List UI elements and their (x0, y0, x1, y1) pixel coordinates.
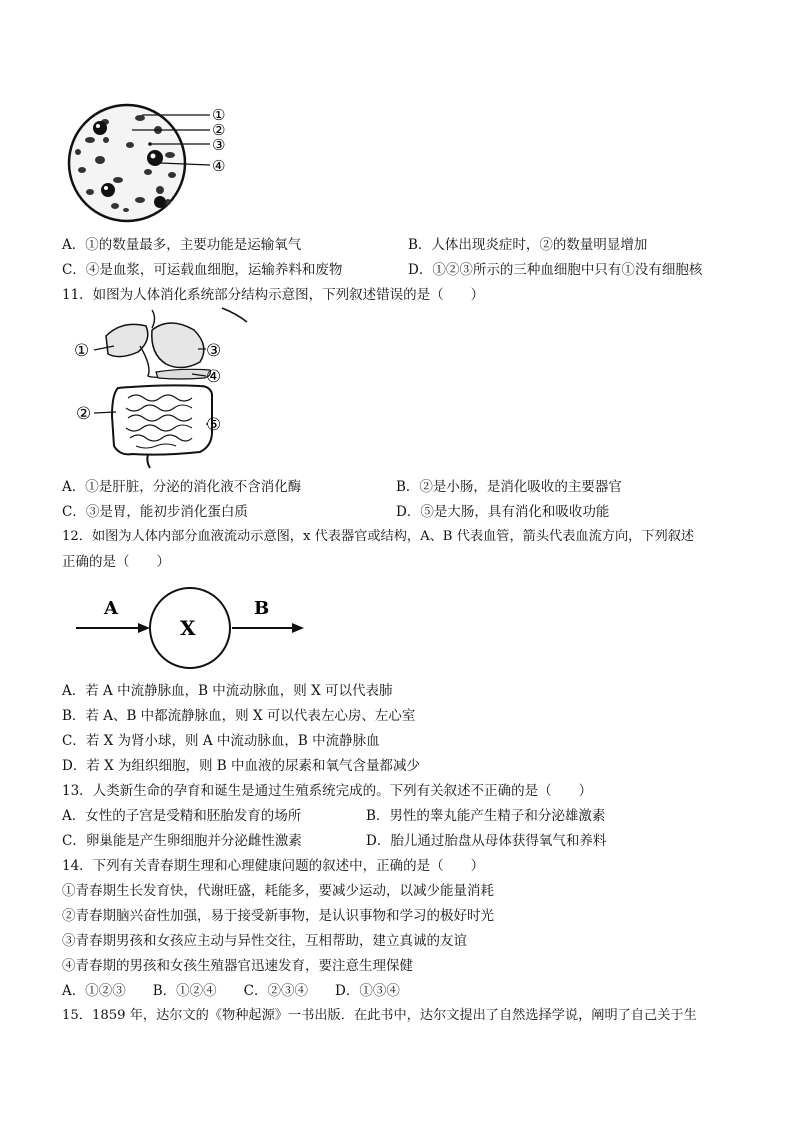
digestive-label-1: ① (74, 341, 90, 361)
q13-option-d: D．胎儿通过胎盘从母体获得氧气和养料 (366, 833, 607, 849)
q12-option-b: B．若 A、B 中都流静脉血，则 X 可以代表左心房、左心室 (62, 708, 416, 724)
q12-stem-line1: 12．如图为人体内部分血液流动示意图，x 代表器官或结构，A、B 代表血管，箭头代表血流方向，下列叙述 (62, 529, 695, 544)
q13-stem: 13．人类新生命的孕育和诞生是通过生殖系统完成的。下列有关叙述不正确的是（ ） (62, 783, 593, 799)
q14-statement-1: ①青春期生长发育快，代谢旺盛，耗能多，要减少运动，以减少能量消耗 (62, 883, 494, 899)
q14-options: A．①②③ B．①②④ C．②③④ D．①③④ (62, 983, 400, 999)
q11-option-d: D．⑤是大肠，具有消化和吸收功能 (396, 504, 610, 520)
q12-option-c: C．若 X 为肾小球，则 A 中流动脉血，B 中流静脉血 (62, 733, 380, 749)
q12-option-d: D．若 X 为组织细胞，则 B 中血液的尿素和氧气含量都减少 (62, 758, 421, 774)
blood-label-3: ③ (212, 136, 226, 154)
digestive-label-3: ③ (206, 341, 222, 361)
blood-smear-figure (60, 100, 260, 226)
q14-stem: 14．下列有关青春期生理和心理健康问题的叙述中，正确的是（ ） (62, 858, 485, 874)
vessel-a-label: A (104, 598, 118, 619)
digestive-label-4: ④ (206, 367, 222, 387)
vessel-b-label: B (254, 598, 270, 619)
q14-statement-4: ④青春期的男孩和女孩生殖器官迅速发育，要注意生理保健 (62, 958, 413, 974)
blood-label-2: ② (212, 121, 226, 139)
digestive-label-2: ② (76, 404, 92, 424)
q12-option-a: A．若 A 中流静脉血，B 中流动脉血，则 X 可以代表肺 (62, 683, 393, 699)
organ-x-label: X (180, 616, 196, 640)
q14-statement-2: ②青春期脑兴奋性加强，易于接受新事物，是认识事物和学习的极好时光 (62, 908, 494, 924)
q11-option-a: A．①是肝脏，分泌的消化液不含消化酶 (62, 479, 302, 495)
blood-label-4: ④ (212, 157, 226, 175)
q10-option-b: B．人体出现炎症时，②的数量明显增加 (408, 237, 648, 253)
q13-option-b: B．男性的睾丸能产生精子和分泌雄激素 (366, 808, 606, 824)
blood-label-1: ① (212, 106, 226, 124)
q10-option-c: C．④是血浆，可运载血细胞，运输养料和废物 (62, 262, 343, 278)
q11-stem: 11．如图为人体消化系统部分结构示意图，下列叙述错误的是（ ） (62, 287, 485, 303)
q11-option-b: B．②是小肠，是消化吸收的主要器官 (396, 479, 622, 495)
q15-stem: 15．1859 年，达尔文的《物种起源》一书出版．在此书中，达尔文提出了自然选择学说，阐明了自己关于生 (62, 1008, 697, 1023)
q11-option-c: C．③是胃，能初步消化蛋白质 (62, 504, 248, 520)
q14-statement-3: ③青春期男孩和女孩应主动与异性交往，互相帮助，建立真诚的友谊 (62, 933, 467, 949)
digestive-label-5: ⑤ (206, 415, 222, 435)
q12-stem-line2: 正确的是（ ） (62, 554, 170, 570)
q13-option-a: A．女性的子宫是受精和胚胎发育的场所 (62, 808, 302, 824)
q13-option-c: C．卵巢能是产生卵细胞并分泌雌性激素 (62, 833, 302, 849)
q10-option-a: A．①的数量最多，主要功能是运输氧气 (62, 237, 302, 253)
digestive-system-figure (72, 306, 252, 472)
blood-flow-diagram (72, 584, 312, 674)
q10-option-d: D．①②③所示的三种血细胞中只有①没有细胞核 (408, 262, 703, 278)
